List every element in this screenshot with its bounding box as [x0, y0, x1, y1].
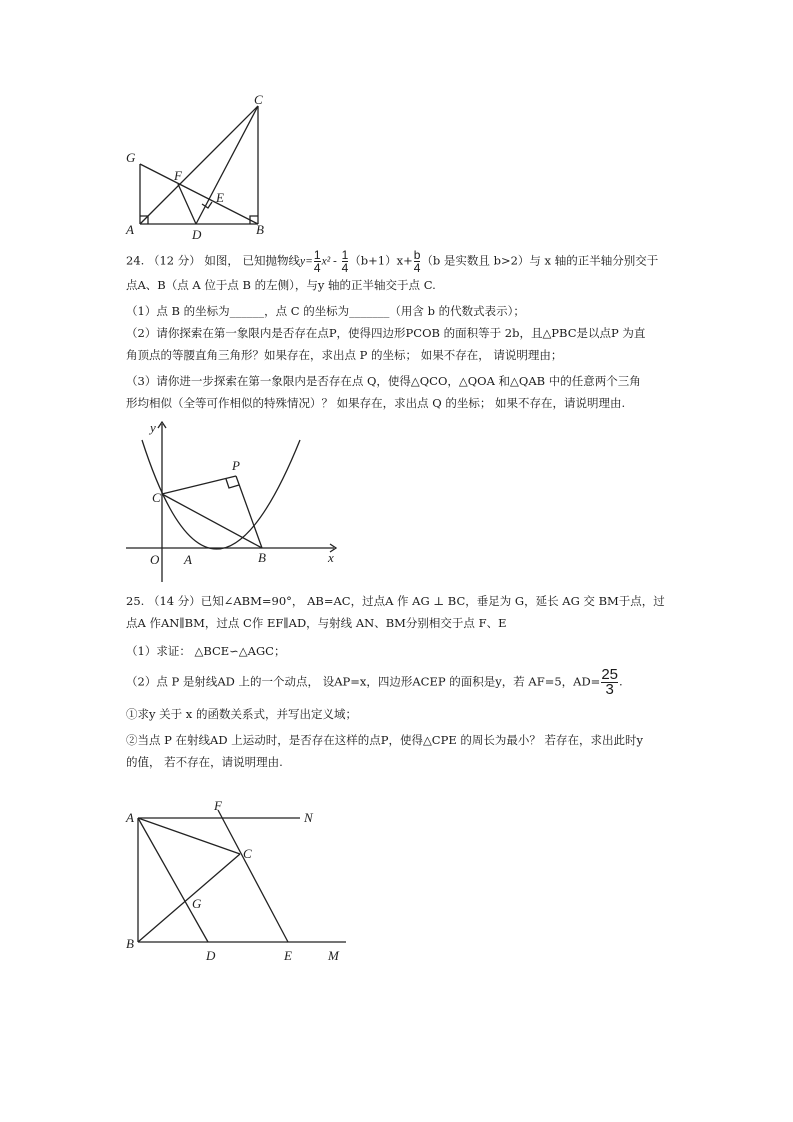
- q24-frac2-num: 1: [341, 248, 349, 262]
- label-f: F: [214, 798, 222, 813]
- q24-frac2-den: 4: [341, 261, 349, 275]
- label-d: D: [206, 948, 216, 963]
- label-y: y: [150, 420, 156, 435]
- q24-frac-1: [314, 249, 321, 274]
- q25-part-2-text: （2）点 P 是射线AD 上的一个动点， 设AP=x，四边形ACEP 的面积是y，若 AF=5，AD=: [126, 674, 601, 689]
- q25-part-1: （1）求证： △BCE∽△AGC；: [126, 644, 286, 658]
- label-d: D: [192, 227, 202, 242]
- q24-intro: 24. （12 分） 如图， 已知抛物线: [126, 253, 301, 268]
- label-b: B: [256, 222, 264, 237]
- label-o: O: [150, 552, 160, 567]
- q24-y-eq: y=: [300, 255, 313, 268]
- q24-b1: （b+1）x+: [349, 253, 413, 268]
- figure-1-geometry: [118, 92, 278, 242]
- label-b: B: [258, 550, 266, 565]
- label-a: A: [126, 810, 134, 825]
- q24-minus: -: [333, 253, 341, 268]
- q25-part-2-end: .: [619, 674, 623, 689]
- label-x: x: [328, 550, 334, 565]
- label-a: A: [184, 552, 192, 567]
- q25-part-2: [126, 668, 666, 697]
- q24-intro-b: （b 是实数且 b>2）与 x 轴的正半轴分别交于: [421, 253, 659, 268]
- q25-sub-2b: 的值， 若不存在，请说明理由.: [126, 755, 283, 769]
- question-24: [126, 249, 666, 414]
- label-c: C: [152, 490, 161, 505]
- label-p: P: [232, 458, 240, 473]
- q24-frac-2: [342, 249, 349, 274]
- q25-line-1: 25. （14 分）已知∠ABM=90°， AB=AC，过点A 作 AG ⊥ BC，垂足为 G，延长 AG 交 BM于点，过: [126, 594, 665, 608]
- q25-frac-den: 3: [605, 681, 614, 698]
- q24-line-1: [126, 249, 666, 274]
- label-g: G: [192, 896, 202, 911]
- label-f: F: [174, 168, 182, 183]
- label-m: M: [328, 948, 339, 963]
- q25-sub-1: ①求y 关于 x 的函数关系式，并写出定义域；: [126, 707, 357, 721]
- label-g: G: [126, 150, 136, 165]
- q24-frac1-num: 1: [313, 248, 321, 262]
- q24-frac3-num: b: [413, 248, 421, 262]
- q25-sub-2a: ②当点 P 在射线AD 上运动时，是否存在这样的点P，使得△CPE 的周长为最小？ 若存在，求出此时y: [126, 733, 644, 747]
- question-25: [126, 590, 666, 773]
- q24-part-2a: （2）请你探索在第一象限内是否存在点P，使得四边形PCOB 的面积等于 2b，且△PBC是以点P 为直: [126, 326, 646, 340]
- label-c: C: [254, 92, 263, 107]
- q24-frac-3: [414, 249, 421, 274]
- label-a: A: [126, 222, 134, 237]
- q25-frac-num: 25: [601, 666, 618, 683]
- q25-line-2: 点A 作AN∥BM，过点 C作 EF∥AD，与射线 AN、BM分别相交于点 F、E: [126, 616, 507, 630]
- q24-frac3-den: 4: [413, 261, 421, 275]
- figure-2-parabola: [122, 418, 342, 586]
- q25-frac-ad: [601, 668, 618, 697]
- q24-part-1: （1）点 B 的坐标为______，点 C 的坐标为_______（用含 b 的代数式表示）；: [126, 304, 525, 318]
- label-b: B: [126, 936, 134, 951]
- q24-part-2b: 角顶点的等腰直角三角形？如果存在，求出点 P 的坐标； 如果不存在， 请说明理由；: [126, 348, 563, 362]
- label-c: C: [243, 846, 252, 861]
- q24-frac1-den: 4: [313, 261, 321, 275]
- q24-line-2: 点A、B（点 A 位于点 B 的左侧），与y 轴的正半轴交于点 C.: [126, 278, 436, 292]
- figure-3-geometry: [122, 798, 356, 968]
- label-n: N: [304, 810, 313, 825]
- label-e: E: [284, 948, 292, 963]
- q24-part-3a: （3）请你进一步探索在第一象限内是否存在点 Q，使得△QCO，△QOA 和△QAB 中的任意两个三角: [126, 374, 641, 388]
- q24-x2: x²: [321, 255, 334, 268]
- q24-part-3b: 形均相似（全等可作相似的特殊情况）？ 如果存在，求出点 Q 的坐标； 如果不存在，请说明理由.: [126, 396, 626, 410]
- label-e: E: [216, 190, 224, 205]
